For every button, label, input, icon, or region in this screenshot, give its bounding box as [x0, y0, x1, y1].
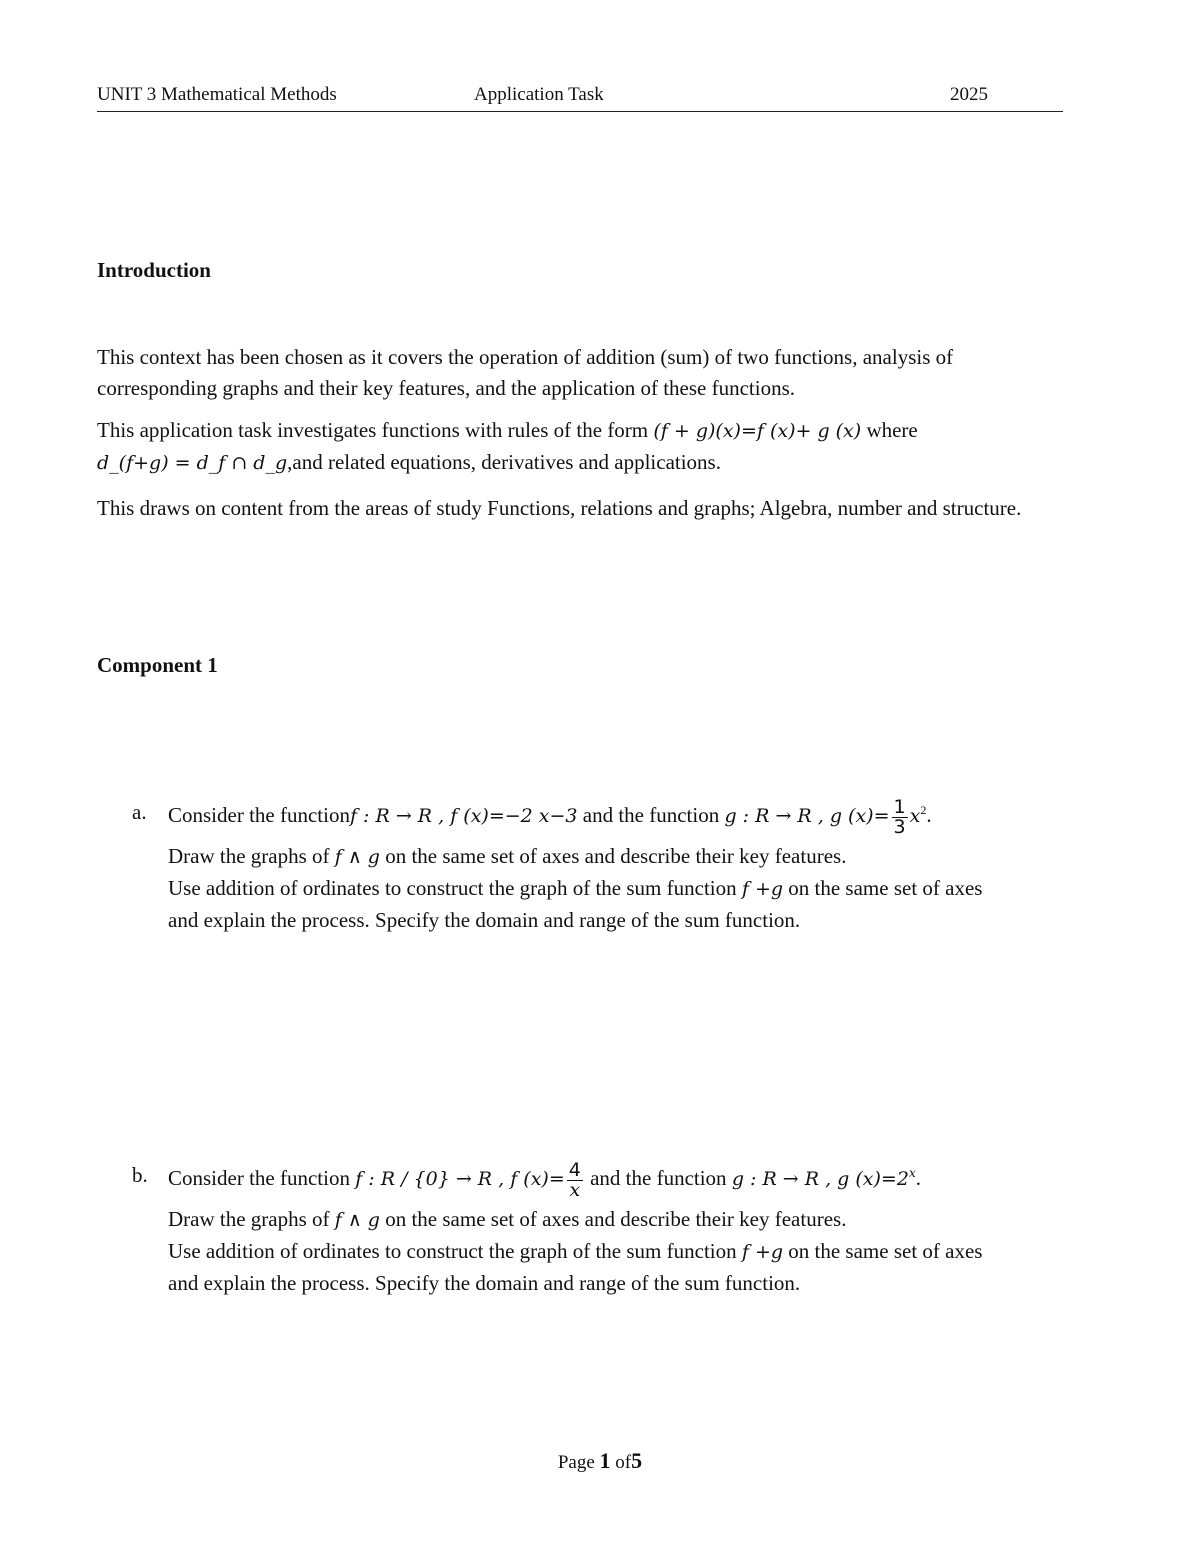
part-b-line-3 — [168, 1236, 1088, 1268]
header-course: UNIT 3 Mathematical Methods — [97, 84, 337, 105]
part-b-draw-suffix: on the same set of axes and describe their key features. — [379, 1206, 847, 1231]
part-a-g-definition: g : R → R , g (x)= — [724, 805, 890, 827]
part-b-line-4: and explain the process. Specify the domain and range of the sum function. — [168, 1270, 801, 1295]
part-b-f-fraction-numerator: 4 — [568, 1158, 581, 1181]
intro-paragraph-1: This context has been chosen as it covers the operation of addition (sum) of two functions, analysis of corresponding graphs and their key features, and the application of these functions. — [97, 345, 954, 400]
component-1-heading: Component 1 — [97, 653, 218, 677]
part-b-draw-prefix: Draw the graphs of — [168, 1206, 335, 1231]
introduction-heading: Introduction — [97, 258, 211, 282]
part-a-g-variable: x — [909, 805, 921, 827]
intro-p2-prefix: This application task investigates functions with rules of the form — [97, 418, 654, 442]
part-a-line-4: and explain the process. Specify the domain and range of the sum function. — [168, 907, 801, 932]
footer-total-pages: 5 — [631, 1448, 643, 1473]
part-a-g-fraction — [892, 795, 908, 838]
part-a-draw-suffix: on the same set of axes and describe their key features. — [379, 843, 847, 868]
intro-p2-suffix: ,and related equations, derivatives and applications. — [287, 450, 721, 474]
part-a-label: a. — [132, 800, 147, 824]
part-b-g-exponent: x — [908, 1166, 916, 1180]
part-b-f-definition: f : R / {0} → R , f (x)= — [355, 1168, 565, 1190]
part-a-f-and-g: f ∧ g — [334, 845, 380, 868]
part-a-and-function: and the function — [577, 803, 725, 827]
intro-p2-where: where — [861, 418, 918, 442]
part-a-use-suffix: on the same set of axes — [783, 875, 983, 900]
header-divider — [97, 111, 1063, 112]
footer-of-word: of — [615, 1452, 632, 1473]
part-b-sum-function: f +g — [741, 1240, 784, 1263]
header-year: 2025 — [950, 84, 988, 105]
part-a-g-exponent: 2 — [920, 803, 927, 817]
sum-rule-formula: (f + g)(x)=f (x)+ g (x) — [653, 420, 862, 442]
part-b-f-fraction-denominator: x — [569, 1178, 581, 1201]
part-a-body — [168, 792, 1088, 936]
part-b-use-suffix: on the same set of axes — [783, 1238, 983, 1263]
part-b-f-fraction — [567, 1158, 583, 1201]
part-a-use-prefix: Use addition of ordinates to construct the graph of the sum function — [168, 875, 742, 900]
part-a-f-definition: f : R → R , f (x)=−2 x−3 — [349, 805, 578, 827]
part-b-line-1 — [168, 1155, 1088, 1200]
part-b-consider: Consider the function — [168, 1166, 356, 1190]
footer-page-number: 1 — [599, 1448, 611, 1473]
intro-paragraph-3: This draws on content from the areas of study Functions, relations and graphs; Algebra, number and structure. — [97, 496, 1022, 520]
part-a-g-fraction-numerator: 1 — [893, 795, 906, 818]
part-a-g-fraction-denominator: 3 — [893, 815, 906, 838]
part-b-g-definition: g : R → R , g (x)=2 — [731, 1168, 909, 1190]
part-b-line-2 — [168, 1204, 1088, 1236]
part-b-use-prefix: Use addition of ordinates to construct the graph of the sum function — [168, 1238, 742, 1263]
intro-paragraph-2 — [97, 415, 1072, 479]
page-footer — [0, 1448, 1200, 1474]
part-a-line-3 — [168, 873, 1088, 905]
part-b-and-function: and the function — [584, 1166, 732, 1190]
part-b-f-and-g: f ∧ g — [334, 1208, 380, 1231]
part-b-period: . — [915, 1166, 921, 1190]
part-b-label: b. — [132, 1163, 148, 1187]
part-a-sum-function: f +g — [741, 877, 784, 900]
footer-page-word: Page — [557, 1452, 595, 1473]
part-b-body — [168, 1155, 1088, 1299]
domain-intersection-formula: d_(f+g) = d_f ∩ d_g — [97, 452, 288, 474]
part-a-line-1 — [168, 792, 1088, 837]
part-a-consider: Consider the function — [168, 803, 350, 827]
part-a-period: . — [926, 803, 932, 827]
part-a-draw-prefix: Draw the graphs of — [168, 843, 335, 868]
header-task: Application Task — [474, 84, 604, 105]
part-a-line-2 — [168, 841, 1088, 873]
